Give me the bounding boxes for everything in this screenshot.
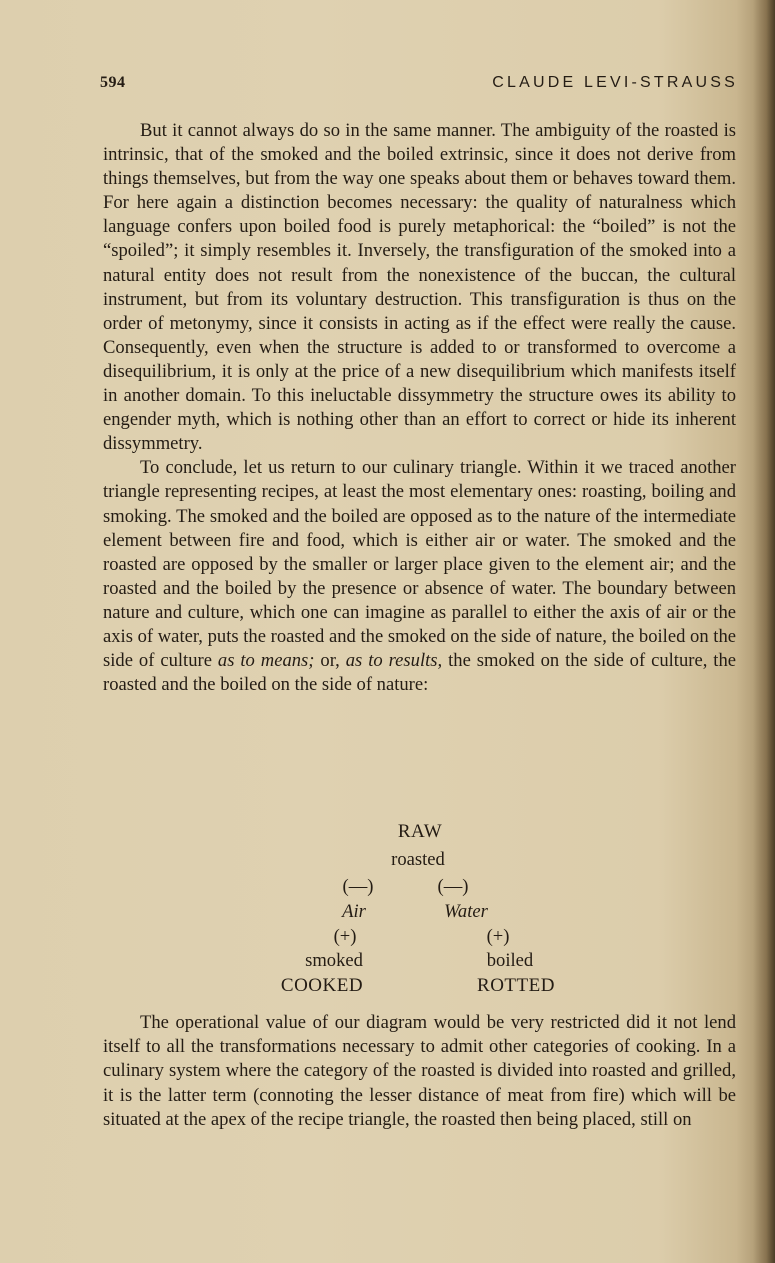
text-run: or, — [314, 650, 346, 672]
closing-paragraph: The operational value of our diagram would be very restricted did it not lend itself to all the transformations necessary to admit other categories of cooking. In a culinary system where the category of the roasted is divided into roasted and grilled, it is the latter term (connoting the lesser distance of meat from fire) which will be situated at the apex of the recipe triangle, the roasted then being placed, still on — [103, 1012, 736, 1130]
diagram-raw: RAW — [397, 821, 443, 842]
diagram-cooked: COOKED — [280, 975, 364, 996]
italic-phrase: as to means; — [217, 650, 315, 672]
page-gutter-shadow — [753, 0, 775, 1263]
diagram-roasted: roasted — [391, 849, 445, 870]
diagram-minus-left: (—) — [342, 876, 374, 897]
diagram-air: Air — [342, 901, 366, 922]
diagram-smoked: smoked — [305, 950, 363, 971]
italic-phrase: as to results, — [345, 650, 443, 672]
text-run: To conclude, let us return to our culinary triangle. Within it we traced another triangle representing recipes, at least the most elementary ones: roasting, boiling and smoking. The smoked and the boiled are opposed as to the nature of the intermediate element between fire and food, which is either air or water. The smoked and the roasted are opposed by the smaller or larger place given to the element air; and the roasted and the boiled by the presence or absence of water. The boundary between nature and culture, which one can imagine as parallel to either the axis of air or the axis of water, puts the roasted and the smoked on the side of nature, the boiled on the side of culture — [103, 457, 736, 672]
diagram-rotted: ROTTED — [477, 975, 555, 996]
paragraph — [103, 456, 736, 697]
diagram-boiled: boiled — [486, 950, 534, 971]
text-run: the smoked on the side of culture, the roasted and the boiled on the side of nature: — [103, 650, 737, 696]
diagram-minus-right: (—) — [437, 876, 469, 897]
diagram-water: Water — [444, 901, 488, 922]
text-run: But it cannot always do so in the same manner. The ambiguity of the roasted is intrinsic, that of the smoked and the boiled extrinsic, since it does not derive from things themselves, but from the way one speaks about them or behaves toward them. For here again a distinction becomes necessary: the quality of naturalness which language confers upon boiled food is purely metaphorical: the “boiled” is not the “spoiled”; it simply resembles it. Inversely, the transfiguration of the smoked into a natural entity does not result from the nonexistence of the buccan, the cultural instrument, but from its voluntary destruction. This transfiguration is thus on the order of metonymy, since it consists in acting as if the effect were really the cause. Consequently, even when the structure is added to or transformed to overcome a disequilibrium, it is only at the price of a new disequilibrium which manifests itself in another domain. To this ineluctable dissymmetry the structure owes its ability to engender myth, which is nothing other than an effort to correct or hide its inherent dissymmetry. — [103, 120, 736, 455]
culinary-triangle-diagram — [270, 821, 570, 1001]
page-number: 594 — [100, 74, 126, 91]
diagram-plus-left: (+) — [333, 926, 357, 947]
running-head: CLAUDE LEVI-STRAUSS — [492, 74, 738, 91]
paragraph — [103, 119, 736, 456]
diagram-plus-right: (+) — [486, 926, 510, 947]
body-text — [103, 119, 736, 697]
page-header — [100, 74, 738, 98]
